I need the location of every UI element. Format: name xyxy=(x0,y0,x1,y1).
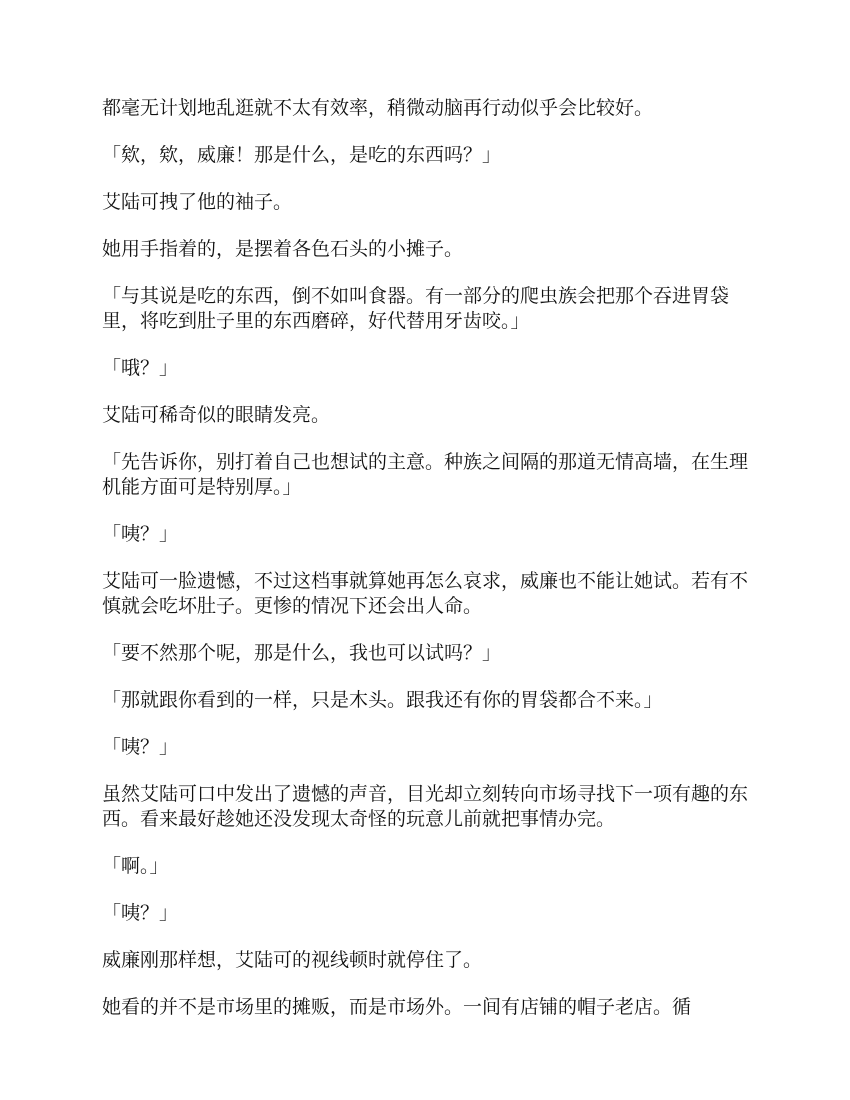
paragraph: 她看的并不是市场里的摊贩，而是市场外。一间有店铺的帽子老店。循 xyxy=(102,996,692,1018)
paragraph: 「咦？」 xyxy=(102,523,179,545)
paragraph: 「咦？」 xyxy=(102,902,179,924)
paragraph: 艾陆可拽了他的袖子。 xyxy=(102,191,293,213)
paragraph: 「与其说是吃的东西，倒不如叫食器。有一部分的爬虫族会把那个吞进胃袋里，将吃到肚子里的东西磨碎，好代替用牙齿咬。」 xyxy=(102,285,730,332)
paragraph: 「要不然那个呢，那是什么，我也可以试吗？」 xyxy=(102,642,502,664)
paragraph: 虽然艾陆可口中发出了遗憾的声音，目光却立刻转向市场寻找下一项有趣的东西。看来最好趁她还没发现太奇怪的玩意儿前就把事情办完。 xyxy=(102,783,749,830)
paragraph: 她用手指着的，是摆着各色石头的小摊子。 xyxy=(102,238,464,260)
body-text xyxy=(102,96,748,1042)
paragraph: 艾陆可稀奇似的眼睛发亮。 xyxy=(102,404,331,426)
paragraph: 「欸，欸，威廉！那是什么，是吃的东西吗？」 xyxy=(102,144,502,166)
paragraph: 都毫无计划地乱逛就不太有效率，稍微动脑再行动似乎会比较好。 xyxy=(102,97,654,119)
paragraph: 「先告诉你，别打着自己也想试的主意。种族之间隔的那道无情高墙，在生理机能方面可是特别厚。」 xyxy=(102,451,749,498)
paragraph: 艾陆可一脸遗憾，不过这档事就算她再怎么哀求，威廉也不能让她试。若有不慎就会吃坏肚子。更惨的情况下还会出人命。 xyxy=(102,570,749,617)
paragraph: 「咦？」 xyxy=(102,736,179,758)
paragraph: 「那就跟你看到的一样，只是木头。跟我还有你的胃袋都合不来。」 xyxy=(102,689,663,711)
paragraph: 「啊。」 xyxy=(102,855,169,877)
paragraph: 「哦？」 xyxy=(102,357,179,379)
paragraph: 威廉刚那样想，艾陆可的视线顿时就停住了。 xyxy=(102,949,483,971)
